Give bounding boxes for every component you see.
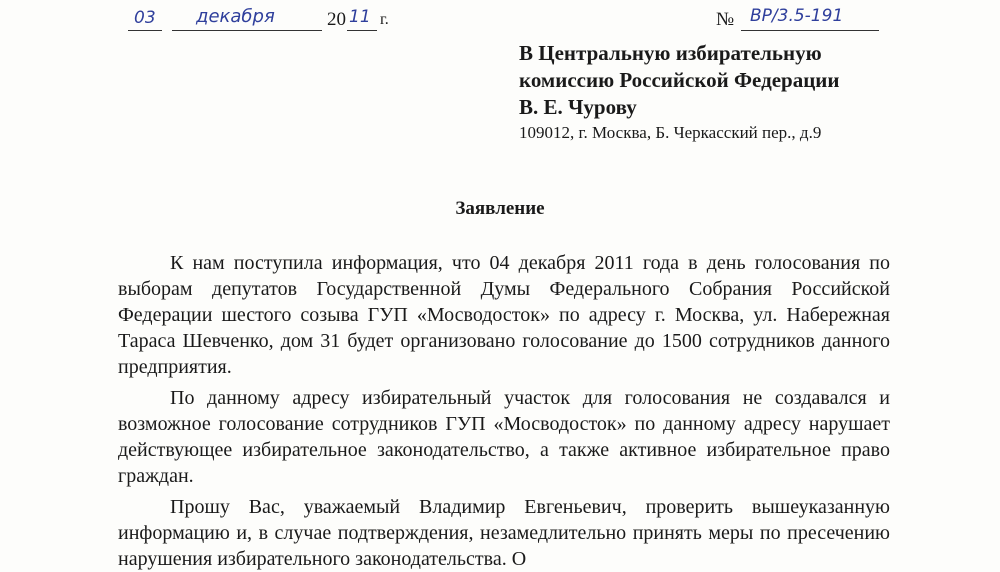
- number-underline: [741, 30, 879, 31]
- document-body: [118, 250, 890, 572]
- date-day-underline: [128, 30, 162, 31]
- body-paragraph: Прошу Вас, уважаемый Владимир Евгеньевич, проверить вышеуказанную информацию и, в случае подтверждения, незамедлительно принять меры по пресечению нарушения избирательного законодательства. О: [118, 496, 890, 570]
- number-label: №: [716, 9, 735, 30]
- year-underline: [347, 30, 377, 31]
- date-month-underline: [172, 30, 322, 31]
- date-day: 03: [134, 8, 156, 28]
- addressee-line: В Центральную избирательную: [519, 41, 822, 65]
- addressee-line: комиссию Российской Федерации: [519, 68, 840, 92]
- addressee-block: [519, 40, 989, 145]
- addressee-postal-address: 109012, г. Москва, Б. Черкасский пер., д.9: [519, 123, 822, 142]
- year-prefix: 20: [327, 9, 346, 30]
- document-number: ВР/3.5-191: [750, 6, 844, 26]
- year-unit: г.: [380, 11, 389, 28]
- date-month: декабря: [196, 6, 275, 27]
- body-paragraph: По данному адресу избирательный участок для голосования не создавался и возможное голосование сотрудников ГУП «Мосводосток» по данному адресу нарушает действующее избирательное законодательство, а также активное избирательное право граждан.: [118, 387, 890, 487]
- year-suffix: 11: [349, 7, 371, 27]
- body-paragraph: К нам поступила информация, что 04 декабря 2011 года в день голосования по выборам депутатов Государственной Думы Федерального Собрания Российской Федерации шестого созыва ГУП «Мосводосток» по адресу г. Москва, ул. Набережная Тараса Шевченко, дом 31 будет организовано голосование до 1500 сотрудников данного предприятия.: [118, 252, 890, 378]
- addressee-name: В. Е. Чурову: [519, 95, 637, 119]
- document-title: Заявление: [455, 198, 545, 219]
